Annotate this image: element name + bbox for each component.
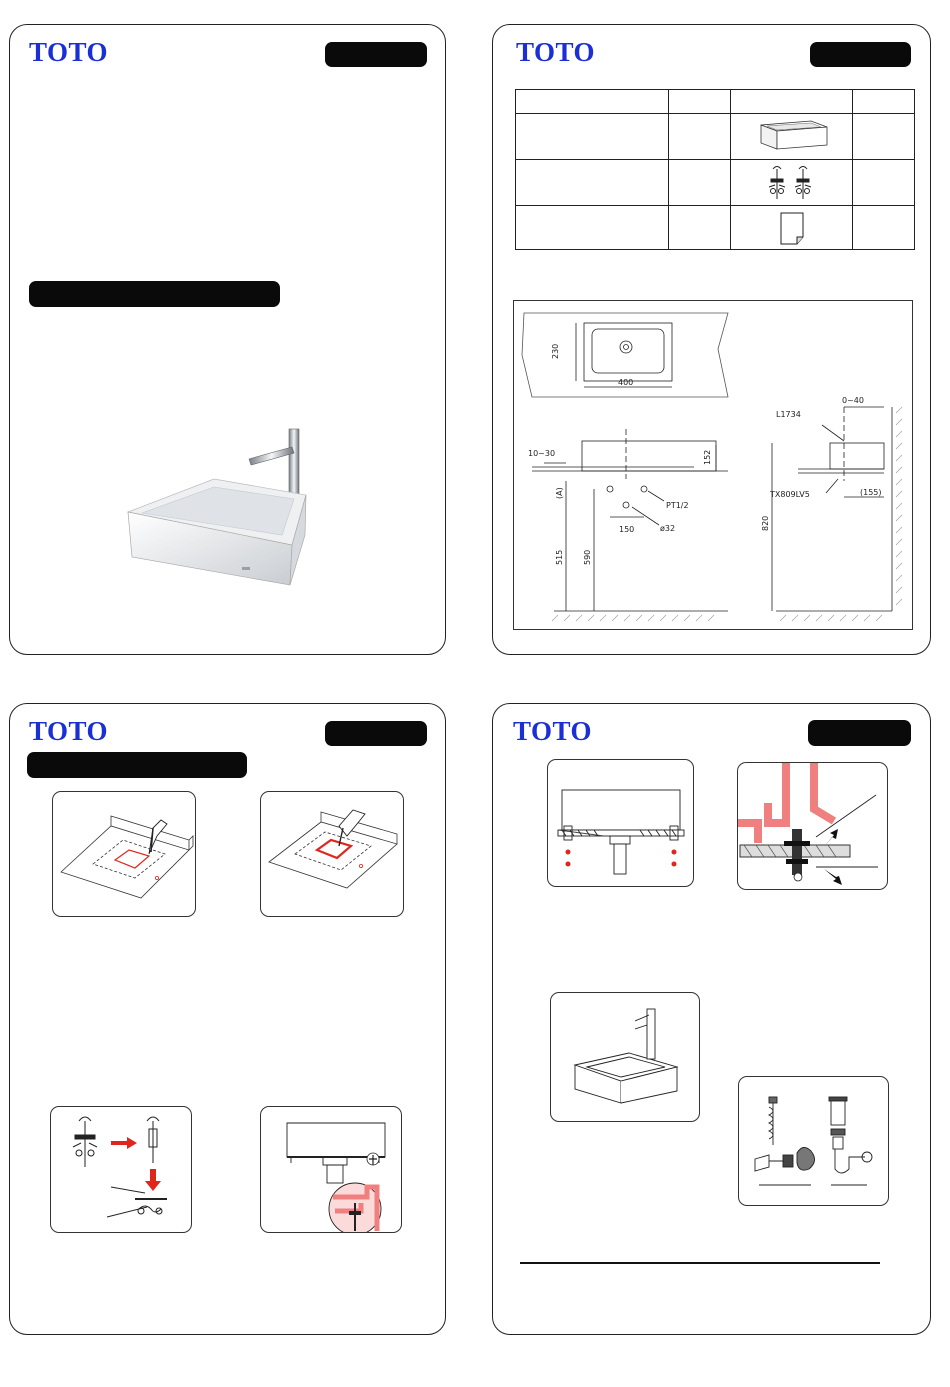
vessel-basin-photo: [122, 417, 322, 597]
table-cell: [853, 206, 915, 250]
toto-logo: TOTO: [29, 716, 109, 746]
parts-table: [515, 89, 915, 250]
panel-fixing-steps: [492, 703, 931, 1335]
marking-template-icon: [53, 792, 195, 916]
table-row: [516, 206, 915, 250]
dim-width: 400: [618, 378, 634, 387]
faucet-basin-icon: [551, 993, 699, 1121]
step-frame-bolt-assembly: [50, 1106, 192, 1233]
fixing-detail-icon: [738, 763, 887, 889]
table-row: [516, 160, 915, 206]
manual-sheet-icon: [731, 207, 851, 249]
dim-820: 820: [761, 515, 770, 531]
header-tag: [325, 721, 427, 746]
table-cell: [669, 90, 731, 114]
table-cell: [669, 114, 731, 160]
step-frame-basin-mount: [547, 759, 694, 887]
dim-counter-gap: 10~30: [528, 449, 556, 458]
dimension-drawing-svg: [514, 301, 912, 629]
toto-logo: TOTO: [516, 37, 596, 67]
table-cell: [669, 160, 731, 206]
basin-mount-icon: [548, 760, 693, 886]
drain-parts-icon: [739, 1077, 888, 1205]
table-cell: [853, 90, 915, 114]
bolt-detail-icon: [261, 1107, 401, 1232]
header-tag: [325, 42, 427, 67]
table-cell: [516, 206, 669, 250]
dim-wall-offset: (155): [860, 488, 882, 497]
step-frame-faucet-basin: [550, 992, 700, 1122]
table-cell: [731, 114, 853, 160]
table-row: [516, 114, 915, 160]
dim-bowl-height: 152: [703, 449, 712, 465]
table-cell: [731, 160, 853, 206]
mounting-bolt-icon: [731, 161, 851, 205]
step-frame-marking: [52, 791, 196, 917]
panel-cover: [9, 24, 446, 655]
table-header-row: [516, 90, 915, 114]
label-trap-model: TX809LV5: [770, 490, 810, 499]
label-faucet-model: L1734: [776, 410, 801, 419]
table-cell: [669, 206, 731, 250]
dimension-drawing: [513, 300, 913, 630]
step-frame-cutout: [260, 791, 404, 917]
footer-rule: [520, 1262, 880, 1264]
table-cell: [731, 90, 853, 114]
dim-offset-a: (A): [555, 487, 564, 499]
table-cell: [853, 160, 915, 206]
step-frame-drain-parts: [738, 1076, 889, 1206]
bolt-assembly-icon: [51, 1107, 191, 1232]
section-heading-bar: [27, 752, 247, 778]
dim-depth: 230: [551, 343, 560, 359]
table-cell: [516, 90, 669, 114]
toto-logo: TOTO: [513, 716, 593, 746]
dim-diameter: ø32: [660, 524, 676, 533]
step-frame-fixing-detail: [737, 762, 888, 890]
section-heading-bar: [29, 281, 280, 307]
table-cell: [731, 206, 853, 250]
dim-515: 515: [555, 549, 564, 565]
panel-parts-dimensions: [492, 24, 931, 655]
panel-installation-steps: [9, 703, 446, 1335]
product-photo: [122, 417, 322, 597]
header-tag: [808, 720, 911, 746]
table-cell: [853, 114, 915, 160]
dim-wall-gap: 0~40: [842, 396, 864, 405]
table-cell: [516, 160, 669, 206]
dim-150: 150: [619, 525, 635, 534]
cutout-icon: [261, 792, 403, 916]
step-frame-bolt-detail: [260, 1106, 402, 1233]
toto-logo: TOTO: [29, 37, 109, 67]
dim-590: 590: [583, 549, 592, 565]
header-tag: [810, 42, 911, 67]
table-cell: [516, 114, 669, 160]
basin-icon: [731, 115, 851, 159]
dim-pt12: PT1/2: [666, 501, 689, 510]
